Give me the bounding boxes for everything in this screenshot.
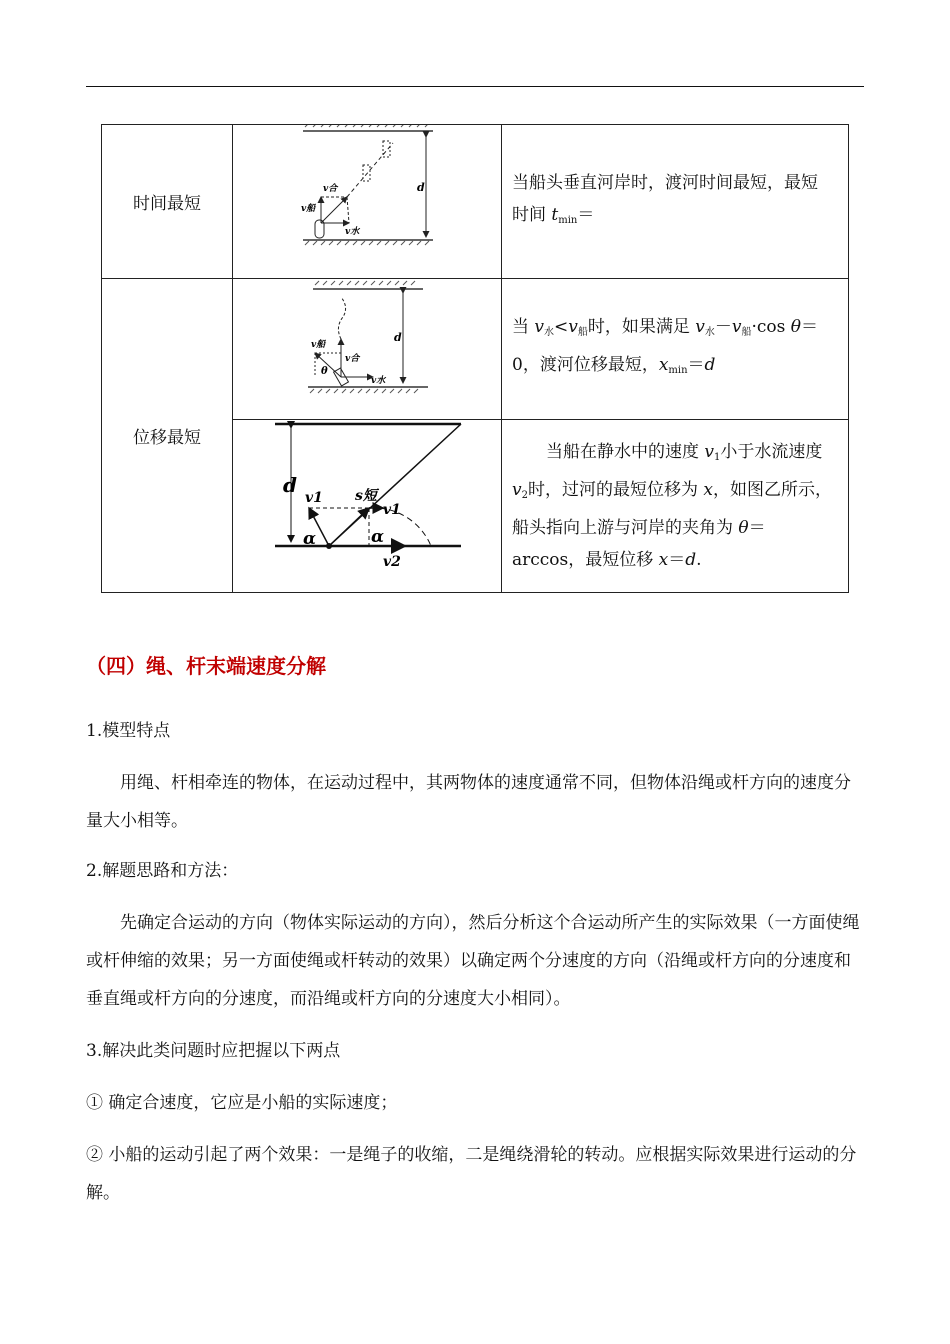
- label-alpha-left: α: [303, 529, 317, 549]
- paragraph-key-points-title: 3.解决此类问题时应把握以下两点: [86, 1041, 341, 1061]
- text-fragment: <: [554, 317, 569, 337]
- label-v-shui: v水: [371, 376, 386, 386]
- row-label-shortest-time: 时间最短: [102, 125, 233, 279]
- label-d: d: [283, 473, 297, 497]
- v-symbol: v: [534, 317, 545, 337]
- v-symbol: v: [695, 317, 705, 337]
- text-fragment: 当船在静水中的速度: [546, 442, 705, 462]
- label-v1-right: v1: [383, 502, 401, 518]
- text-fragment: .: [696, 550, 702, 570]
- v-subscript: 1: [714, 452, 721, 463]
- text-fragment: 当: [512, 317, 535, 337]
- shortest-time-diagram: [233, 125, 501, 278]
- figure-shortest-time-cell: [233, 125, 502, 279]
- text-fragment: 小于水流速度: [720, 442, 823, 462]
- label-d: d: [417, 181, 425, 194]
- x-symbol: x: [658, 550, 669, 570]
- label-alpha-right: α: [371, 527, 385, 547]
- v-subscript: 船: [577, 327, 588, 338]
- theta-symbol: θ: [790, 317, 802, 337]
- paragraph-model-features: 用绳、杆相牵连的物体，在运动过程中，其两物体的速度通常不同，但物体沿绳或杆方向的速度分量大小相等。: [86, 773, 851, 831]
- t-symbol: t: [551, 204, 559, 225]
- shortest-displacement-text-b: [502, 420, 849, 593]
- text-fragment: 当船头垂直河岸时，渡河时间最短，最短时间: [512, 172, 818, 225]
- river-crossing-table: [101, 124, 849, 593]
- v-subscript: 水: [704, 327, 715, 338]
- v-symbol: v: [512, 480, 522, 500]
- label-v-he: v合: [345, 354, 360, 364]
- label-v-he: v合: [323, 184, 338, 194]
- shortest-time-text: [502, 125, 849, 279]
- figure-shortest-displacement-b-cell: [233, 420, 502, 593]
- text-fragment: ·cos: [751, 317, 791, 337]
- label-theta: θ: [321, 366, 328, 377]
- paragraph-method-title: 2.解题思路和方法：: [86, 861, 239, 881]
- text-fragment: ＝0，渡河位移最短，: [512, 317, 819, 375]
- label-v1-left: v1: [305, 490, 323, 506]
- x-subscript: min: [668, 365, 688, 376]
- text-fragment: ＝: [668, 550, 686, 570]
- v-symbol: v: [704, 442, 715, 462]
- d-symbol: d: [685, 550, 697, 570]
- text-fragment: －: [714, 317, 732, 337]
- x-symbol: x: [703, 480, 713, 500]
- paragraph-point-2: ② 小船的运动引起了两个效果：一是绳子的收缩，二是绳绕滑轮的转动。应根据实际效果进行运动的分解。: [86, 1145, 857, 1203]
- paragraph-point-1: ① 确定合速度，它应是小船的实际速度；: [86, 1093, 398, 1113]
- theta-symbol: θ: [738, 518, 749, 538]
- v-symbol: v: [568, 317, 578, 337]
- section-heading: （四）绳、杆末端速度分解: [86, 654, 326, 678]
- paragraph-model-features-title: 1.模型特点: [86, 721, 171, 741]
- figure-shortest-displacement-a-cell: [233, 279, 502, 420]
- label-v-shui: v水: [345, 227, 360, 237]
- v-subscript: 水: [544, 327, 555, 338]
- label-d: d: [394, 331, 402, 344]
- text-fragment: 时，过河的最短位移为: [527, 480, 704, 500]
- text-fragment: 时，如果满足: [587, 317, 696, 337]
- label-s-short: s短: [355, 488, 377, 504]
- text-fragment: ＝: [577, 204, 595, 225]
- label-v2: v2: [383, 554, 401, 570]
- text-fragment: ＝arccos，最短位移: [512, 518, 766, 570]
- shortest-displacement-diagram-a: [233, 279, 501, 419]
- header-rule: [86, 86, 864, 87]
- t-subscript: min: [558, 214, 578, 226]
- label-v-chuan: v船: [311, 340, 326, 350]
- label-v-chuan: v船: [301, 204, 316, 214]
- row-label-shortest-displacement: 位移最短: [102, 279, 233, 593]
- text-fragment: ＝: [687, 355, 705, 375]
- x-symbol: x: [658, 355, 669, 375]
- shortest-displacement-diagram-b: [233, 420, 501, 592]
- v-symbol: v: [731, 317, 742, 337]
- paragraph-method: 先确定合运动的方向（物体实际运动的方向），然后分析这个合运动所产生的实际效果（一方面使绳或杆伸缩的效果；另一方面使绳或杆转动的效果）以确定两个分速度的方向（沿绳或杆方向的分速度和垂直绳或杆方向的分速度，而沿绳或杆方向的分速度大小相同）。: [86, 913, 860, 1009]
- shortest-displacement-text-a: [502, 279, 849, 420]
- v-subscript: 2: [521, 490, 528, 501]
- d-symbol: d: [704, 355, 716, 375]
- v-subscript: 船: [741, 327, 752, 338]
- text-fragment: ，如图乙所示，船头指向上游与河岸的夹角为: [512, 480, 832, 538]
